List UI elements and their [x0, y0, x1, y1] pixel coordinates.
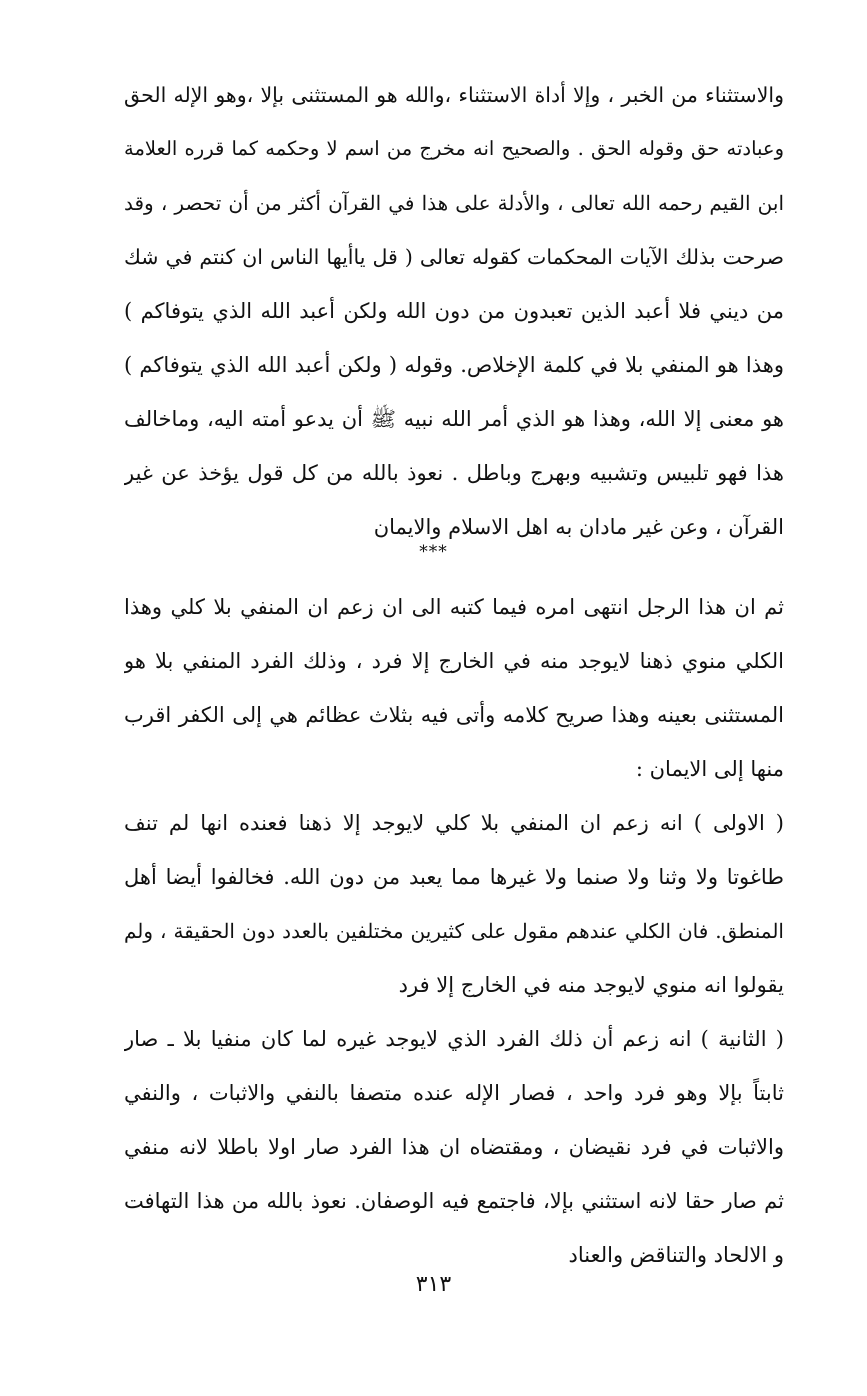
- text-line: طاغوتا ولا وثنا ولا صنما ولا غيرها مما يعبد من دون الله. فخالفوا أيضا أهل: [124, 865, 784, 889]
- text-line: صرحت بذلك الآيات المحكمات كقوله تعالى ( قل ياأيها الناس ان كنتم في شك: [124, 245, 784, 269]
- text-line: هو معنى إلا الله، وهذا هو الذي أمر الله نبيه ﷺ أن يدعو أمته اليه، وماخالف: [124, 407, 784, 431]
- text-line: وهذا هو المنفي بلا في كلمة الإخلاص. وقوله ( ولكن أعبد الله الذي يتوفاكم ): [124, 353, 784, 377]
- paragraph-2: [124, 580, 784, 1282]
- page-number: ٣١٣: [415, 1272, 452, 1297]
- text-line: ثابتاً بإلا وهو فرد واحد ، فصار الإله عنده متصفا بالنفي والاثبات ، والنفي: [124, 1081, 784, 1105]
- text-line: ( الثانية ) انه زعم أن ذلك الفرد الذي لايوجد غيره لما كان منفيا بلا ـ صار: [124, 1027, 784, 1051]
- text-line: ثم ان هذا الرجل انتهى امره فيما كتبه الى ان زعم ان المنفي بلا كلي وهذا: [124, 595, 784, 619]
- text-line: ثم صار حقا لانه استثني بإلا، فاجتمع فيه الوصفان. نعوذ بالله من هذا التهافت: [124, 1189, 784, 1213]
- text-line: هذا فهو تلبيس وتشبيه وبهرج وباطل . نعوذ بالله من كل قول يؤخذ عن غير: [124, 461, 784, 485]
- section-divider: ***: [419, 542, 448, 562]
- text-line: والاثبات في فرد نقيضان ، ومقتضاه ان هذا الفرد صار اولا باطلا لانه منفي: [124, 1135, 784, 1159]
- text-line: المنطق. فان الكلي عندهم مقول على كثيرين مختلفين بالعدد دون الحقيقة ، ولم: [124, 919, 784, 943]
- text-line: الكلي منوي ذهنا لايوجد منه في الخارج إلا فرد ، وذلك الفرد المنفي بلا هو: [124, 649, 784, 673]
- text-line: المستثنى بعينه وهذا صريح كلامه وأتى فيه بثلاث عظائم هي إلى الكفر اقرب: [124, 703, 784, 727]
- text-line: وعبادته حق وقوله الحق . والصحيح انه مخرج من اسم لا وحكمه كما قرره العلامة: [124, 137, 784, 160]
- text-line: من ديني فلا أعبد الذين تعبدون من دون الله ولكن أعبد الله الذي يتوفاكم ): [124, 299, 784, 323]
- text-line: منها إلى الايمان :: [635, 757, 784, 781]
- text-line: القرآن ، وعن غير مادان به اهل الاسلام والايمان: [373, 515, 784, 539]
- text-line: والاستثناء من الخبر ، وإلا أداة الاستثناء ،والله هو المستثنى بإلا ،وهو الإله الحق: [124, 83, 784, 107]
- text-line: يقولوا انه منوي لايوجد منه في الخارج إلا فرد: [398, 973, 784, 997]
- text-line: ( الاولى ) انه زعم ان المنفي بلا كلي لايوجد إلا ذهنا فعنده انها لم تنف: [124, 811, 784, 835]
- text-line: ابن القيم رحمه الله تعالى ، والأدلة على هذا في القرآن أكثر من أن تحصر ، وقد: [124, 191, 784, 215]
- text-line: و الالحاد والتناقض والعناد: [568, 1243, 784, 1267]
- paragraph-1: [124, 68, 784, 554]
